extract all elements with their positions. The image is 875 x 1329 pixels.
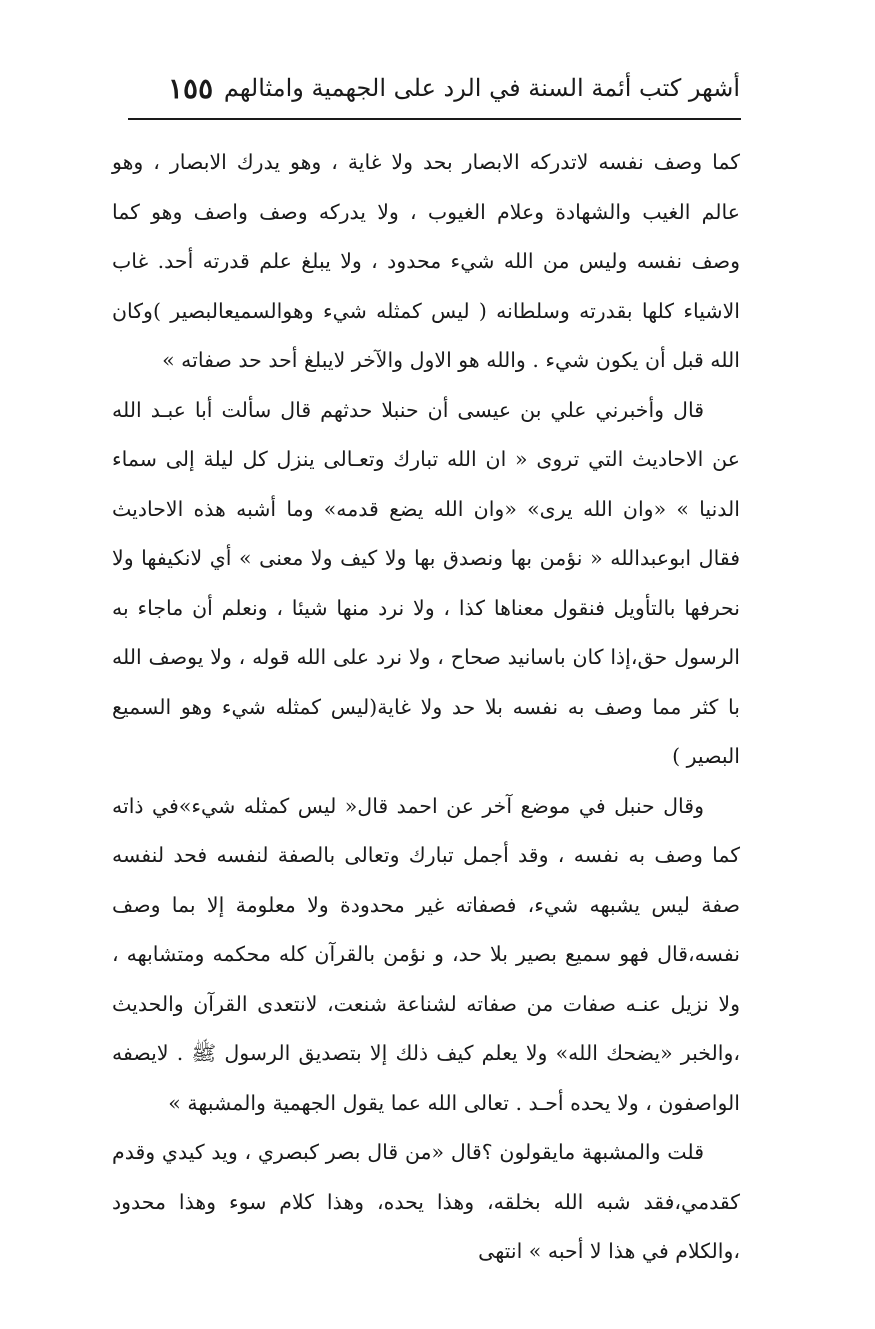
paragraph-2: قال وأخبرني علي بن عيسى أن حنبلا حدثهم قال سألت أبا عبـد الله عن الاحاديث التي تروى « ان الله تبارك وتعـالى ينزل كل ليلة إلى سماء الدنيا » «وان الله يرى» «وان الله يضع قدمه» وما أشبه هذه الاحاديث فقال ابوعبدالله « نؤمن بها ونصدق بها ولا كيف ولا معنى » أي لانكيفها ولا نحرفها بالتأويل فنقول معناها كذا ، ولا نرد منها شيئا ، ونعلم أن ماجاء به الرسول حق،إذا كان باسانيد صحاح ، ولا نرد على الله قوله ، ولا يوصف الله با كثر مما وصف به نفسه بلا حد ولا غاية(ليس كمثله شيء وهو السميع البصير ) [112,397,740,768]
paragraph-4: قلت والمشبهة مايقولون ؟قال «من قال بصر كبصري ، ويد كيدي وقدم كقدمي،فقد شبه الله بخلقه، وهذا يحده، وهذا كلام سوء وهذا محدود ،والكلام في هذا لا أحبه » انتهى [112,1140,740,1263]
body-text [112,138,740,1277]
running-title: أشهر كتب أئمة السنة في الرد على الجهمية وامثالهم [223,74,740,102]
page-number: ١٥٥ [168,72,214,105]
header-divider [128,118,741,120]
page-header [128,68,740,118]
paragraph-1: كما وصف نفسه لاتدركه الابصار بحد ولا غاية ، وهو يدرك الابصار ، وهو عالم الغيب والشهادة وعلام الغيوب ، ولا يدركه وصف واصف وهو كما وصف نفسه وليس من الله شيء محدود ، ولا يبلغ علم قدرته أحد. غاب الاشياء كلها بقدرته وسلطانه ( ليس كمثله شيء وهوالسميعالبصير )وكان الله قبل أن يكون شيء . والله هو الاول والآخر لايبلغ أحد حد صفاته » [112,150,740,372]
paragraph-3: وقال حنبل في موضع آخر عن احمد قال« ليس كمثله شيء»في ذاته كما وصف به نفسه ، وقد أجمل تبارك وتعالى بالصفة لنفسه فحد لنفسه صفة ليس يشبهه شيء، فصفاته غير محدودة ولا معلومة إلا بما وصف نفسه،قال فهو سميع بصير بلا حد، و نؤمن بالقرآن كله محكمه ومتشابهه ، ولا نزيل عنـه صفات من صفاته لشناعة شنعت، لانتعدى القرآن والحديث ،والخبر «يضحك الله» ولا يعلم كيف ذلك إلا بتصديق الرسول ﷺ . لايصفه الواصفون ، ولا يحده أحـد . تعالى الله عما يقول الجهمية والمشبهة » [112,793,740,1115]
